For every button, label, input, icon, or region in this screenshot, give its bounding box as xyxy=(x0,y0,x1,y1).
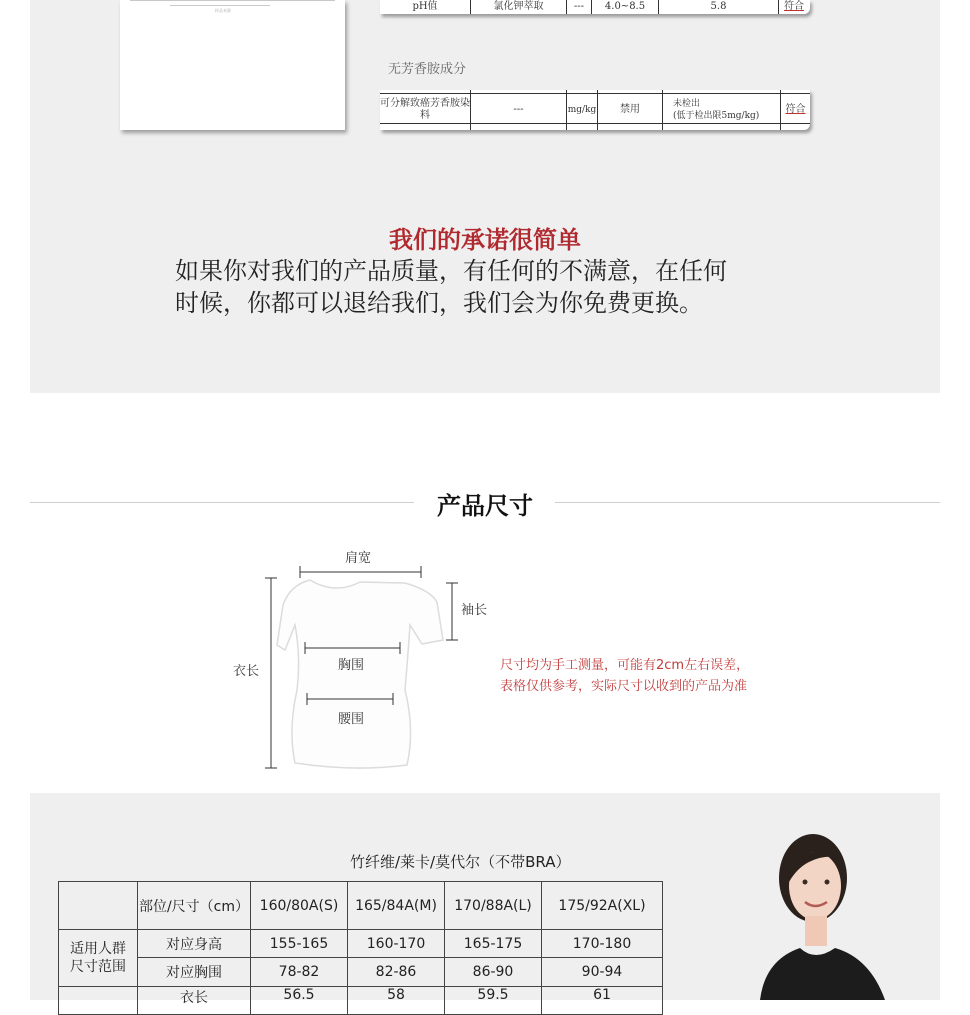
chest-row-label: 对应胸围 xyxy=(138,958,251,987)
length-row-label: 衣长 xyxy=(138,987,251,1015)
table-cell: 59.5 xyxy=(445,987,542,1015)
size-chart-table xyxy=(58,881,663,1015)
size-l-header: 170/88A(L) xyxy=(445,882,542,930)
table-cell xyxy=(59,987,138,1015)
tshirt-size-diagram xyxy=(225,540,495,780)
ph-result: 5.8 xyxy=(659,0,779,14)
aromatic-unit: mg/kg xyxy=(567,90,598,130)
table-header-row xyxy=(59,882,663,930)
ph-verdict: 符合 xyxy=(784,1,804,12)
promise-text xyxy=(175,255,775,319)
table-cell: 155-165 xyxy=(251,930,348,958)
table-cell: 78-82 xyxy=(251,958,348,987)
measurement-note xyxy=(500,655,749,697)
table-cell: 61 xyxy=(542,987,663,1015)
size-s-header: 160/80A(S) xyxy=(251,882,348,930)
ph-limit: 4.0~8.5 xyxy=(592,0,659,14)
ph-method: 氯化钾萃取 xyxy=(471,0,567,14)
chest-label: 胸围 xyxy=(338,658,365,673)
promise-line-2: 时候，你都可以退给我们，我们会为你免费更换。 xyxy=(175,289,703,317)
table-cell: 58 xyxy=(348,987,445,1015)
ph-test-row xyxy=(380,0,810,14)
size-m-header: 165/84A(M) xyxy=(348,882,445,930)
aromatic-verdict: 符合 xyxy=(785,104,806,115)
test-report-document xyxy=(120,0,345,130)
aromatic-result-line1: 未检出 xyxy=(673,99,701,109)
aromatic-result xyxy=(663,90,781,130)
height-row-label: 对应身高 xyxy=(138,930,251,958)
group-label-line-2: 尺寸范围 xyxy=(70,959,126,975)
model-photo xyxy=(745,820,905,1000)
product-size-title: 产品尺寸 xyxy=(437,492,533,520)
group-label-line-1: 适用人群 xyxy=(70,941,126,957)
aromatic-result-line2: (低于检出限5mg/kg) xyxy=(673,111,760,121)
table-row xyxy=(59,987,663,1015)
group-label-cell xyxy=(59,930,138,987)
ph-item: pH值 xyxy=(380,0,471,14)
promise-line-1: 如果你对我们的产品质量，有任何的不满意，在任何 xyxy=(175,257,727,285)
promise-title: 我们的承诺很简单 xyxy=(389,226,581,254)
table-row xyxy=(59,958,663,987)
measurement-note-line-1: 尺寸均为手工测量，可能有2cm左右误差， xyxy=(500,658,750,673)
aromatic-amine-label: 无芳香胺成分 xyxy=(388,62,467,77)
measurement-note-line-2: 表格仅供参考，实际尺寸以收到的产品为准 xyxy=(500,679,748,694)
model-portrait-icon xyxy=(745,820,905,1000)
table-cell: 90-94 xyxy=(542,958,663,987)
body-length-label: 衣长 xyxy=(233,664,260,679)
table-corner-cell xyxy=(59,882,138,930)
table-cell: 170-180 xyxy=(542,930,663,958)
table-row xyxy=(59,930,663,958)
ph-unit: --- xyxy=(567,0,592,14)
aromatic-item: 可分解致癌芳香胺染料 xyxy=(380,90,471,130)
aromatic-limit: 禁用 xyxy=(598,90,663,130)
table-cell: 86-90 xyxy=(445,958,542,987)
report-footer-text: 样品来源 xyxy=(215,8,231,13)
aromatic-amine-row xyxy=(380,90,810,130)
waist-label: 腰围 xyxy=(338,712,365,727)
sleeve-length-label: 袖长 xyxy=(461,603,488,618)
shoulder-width-label: 肩宽 xyxy=(345,551,372,566)
table-cell: 160-170 xyxy=(348,930,445,958)
table-cell: 82-86 xyxy=(348,958,445,987)
table-caption: 竹纤维/莱卡/莫代尔（不带BRA） xyxy=(350,853,571,871)
header-label-cell: 部位/尺寸（cm） xyxy=(138,882,251,930)
table-cell: 165-175 xyxy=(445,930,542,958)
aromatic-method: --- xyxy=(471,90,567,130)
size-xl-header: 175/92A(XL) xyxy=(542,882,663,930)
table-cell: 56.5 xyxy=(251,987,348,1015)
